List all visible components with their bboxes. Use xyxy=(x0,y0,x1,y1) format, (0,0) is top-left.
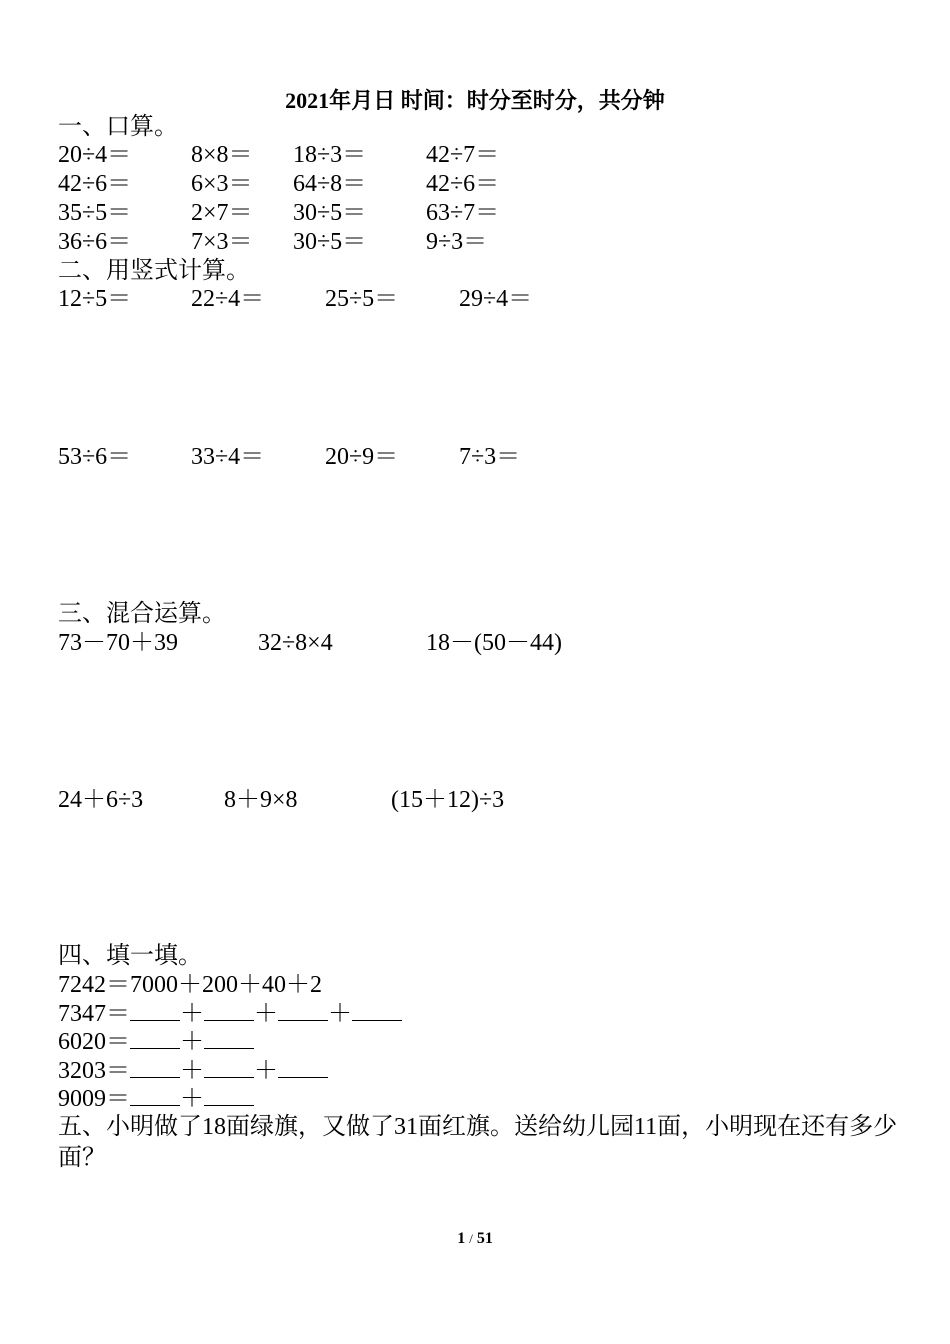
vertical-calc-item: 12÷5＝ xyxy=(58,286,132,312)
page-number xyxy=(0,1230,950,1248)
mixed-calc-item: 73－70＋39 xyxy=(58,630,178,656)
fill-lead: 6020＝ xyxy=(58,1029,130,1055)
fill-item xyxy=(58,1085,254,1113)
fill-blank[interactable] xyxy=(130,1000,180,1021)
section3-title: 三、混合运算。 xyxy=(58,601,226,627)
mixed-calc-item: 18－(50－44) xyxy=(426,630,562,656)
vertical-calc-item: 20÷9＝ xyxy=(325,444,399,470)
current-page: 1 xyxy=(457,1230,466,1247)
oral-item: 2×7＝ xyxy=(191,200,253,226)
fill-item xyxy=(58,1000,402,1028)
mixed-calc-item: 8＋9×8 xyxy=(224,787,298,813)
plus-sign: ＋ xyxy=(180,1086,204,1112)
plus-sign: ＋ xyxy=(254,1001,278,1027)
vertical-calc-item: 25÷5＝ xyxy=(325,286,399,312)
plus-sign: ＋ xyxy=(254,1058,278,1084)
fill-blank[interactable] xyxy=(204,1028,254,1049)
fill-example: 7242＝7000＋200＋40＋2 xyxy=(58,972,322,998)
header-hour2: 时 xyxy=(532,88,555,113)
oral-item: 20÷4＝ xyxy=(58,142,132,168)
header-min2: 分，共 xyxy=(554,88,621,113)
plus-sign: ＋ xyxy=(180,1001,204,1027)
oral-item: 42÷6＝ xyxy=(58,171,132,197)
page-separator: / xyxy=(469,1231,473,1246)
oral-item: 64÷8＝ xyxy=(293,171,367,197)
header-hour1: 时 xyxy=(466,88,489,113)
oral-item: 42÷7＝ xyxy=(426,142,500,168)
oral-item: 7×3＝ xyxy=(191,229,253,255)
fill-blank[interactable] xyxy=(130,1085,180,1106)
fill-item xyxy=(58,1057,328,1085)
mixed-calc-item: (15＋12)÷3 xyxy=(391,787,505,813)
worksheet-header xyxy=(0,88,950,114)
mixed-calc-item: 24＋6÷3 xyxy=(58,787,144,813)
fill-lead: 3203＝ xyxy=(58,1058,130,1084)
vertical-calc-item: 29÷4＝ xyxy=(459,286,533,312)
oral-item: 30÷5＝ xyxy=(293,200,367,226)
header-min1: 分至 xyxy=(488,88,533,113)
vertical-calc-item: 33÷4＝ xyxy=(191,444,265,470)
section1-title: 一、口算。 xyxy=(58,114,178,140)
fill-blank[interactable] xyxy=(204,1057,254,1078)
total-pages: 51 xyxy=(476,1230,493,1247)
oral-item: 35÷5＝ xyxy=(58,200,132,226)
plus-sign: ＋ xyxy=(328,1001,352,1027)
fill-blank[interactable] xyxy=(204,1085,254,1106)
oral-item: 8×8＝ xyxy=(191,142,253,168)
vertical-calc-item: 53÷6＝ xyxy=(58,444,132,470)
word-problem: 五、小明做了18面绿旗，又做了31面红旗。送给幼儿园11面，小明现在还有多少面？ xyxy=(58,1114,898,1171)
fill-item xyxy=(58,1028,254,1056)
vertical-calc-item: 7÷3＝ xyxy=(459,444,521,470)
header-month: 月 xyxy=(351,88,374,113)
fill-blank[interactable] xyxy=(130,1057,180,1078)
plus-sign: ＋ xyxy=(180,1058,204,1084)
vertical-calc-item: 22÷4＝ xyxy=(191,286,265,312)
fill-lead: 7347＝ xyxy=(58,1001,130,1027)
section2-title: 二、用竖式计算。 xyxy=(58,258,250,284)
oral-item: 36÷6＝ xyxy=(58,229,132,255)
plus-sign: ＋ xyxy=(180,1029,204,1055)
fill-blank[interactable] xyxy=(278,1057,328,1078)
header-day: 日 xyxy=(373,88,396,113)
header-year: 2021年 xyxy=(285,88,352,113)
mixed-calc-item: 32÷8×4 xyxy=(258,630,333,656)
header-total: 分钟 xyxy=(620,88,665,113)
oral-item: 30÷5＝ xyxy=(293,229,367,255)
oral-item: 6×3＝ xyxy=(191,171,253,197)
fill-blank[interactable] xyxy=(130,1028,180,1049)
fill-blank[interactable] xyxy=(278,1000,328,1021)
fill-blank[interactable] xyxy=(352,1000,402,1021)
fill-blank[interactable] xyxy=(204,1000,254,1021)
header-time-label: 时间： xyxy=(400,88,467,113)
oral-item: 42÷6＝ xyxy=(426,171,500,197)
oral-item: 63÷7＝ xyxy=(426,200,500,226)
oral-item: 18÷3＝ xyxy=(293,142,367,168)
oral-item: 9÷3＝ xyxy=(426,229,488,255)
fill-lead: 9009＝ xyxy=(58,1086,130,1112)
section4-title: 四、填一填。 xyxy=(58,943,202,969)
